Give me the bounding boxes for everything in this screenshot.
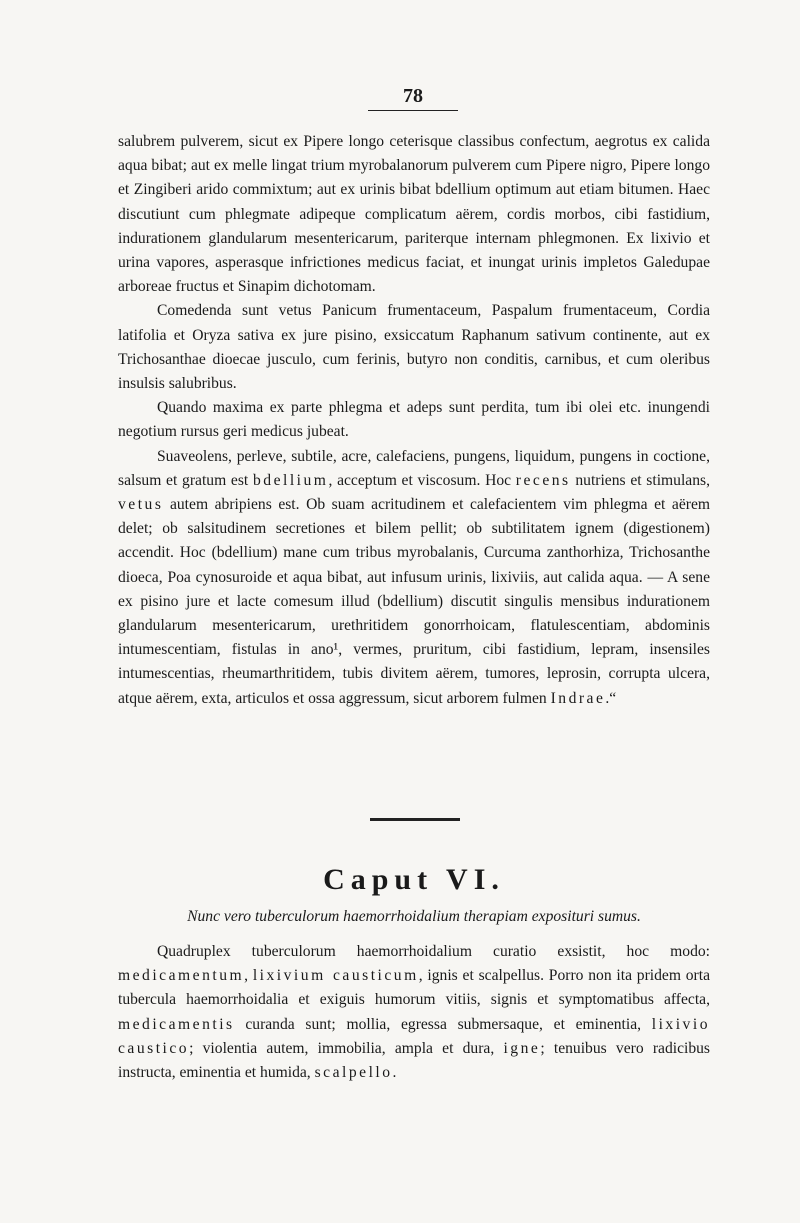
text-run: , [244, 967, 253, 985]
section-divider [370, 818, 460, 821]
paragraph [118, 940, 710, 1085]
spaced-term: Indrae [550, 689, 606, 707]
text-run: . [392, 1064, 397, 1082]
text-run: ; tenuibus vero radicibus instructa, eminentia et humida, [118, 1039, 710, 1082]
text-run: autem abripiens est. Ob suam acritudinem et calefacientem vim phlegma et aërem delet; ob salsitudinem secretiones et bilem pellit; ob subtilitatem ignem (digestionem) accendit. Hoc (bdellium) mane cum tribus myrobalanis, Curcuma zanthorhiza, Trichosanthe dioeca, Poa cynosuroide et aqua bibat, aut infusum urinis, lixiviis, aut calida aqua. — A sene ex pisino jure et lacte comesum illud (bdellium) discutit singulis mensibus indurationem glandularum mesentericarum, urethritidem gonorrhoicam, flatulescentiam, abdominis intumescentiam, fistulas in ano¹, vermes, pruritum, cibi fastidium, lepram, insensiles intumescentias, rheumarthritidem, tubis divitem aërem, tumores, leprosin, corrupta ulcera, atque aërem, exta, articulos et ossa aggressum, sicut arborem fulmen [118, 496, 710, 707]
text-run: Quadruplex tuberculorum haemorrhoidalium curatio exsistit, hoc modo: [157, 943, 710, 960]
spaced-term: medicamentum [118, 967, 245, 985]
paragraph [118, 130, 710, 299]
spaced-term: lixivium causticum [252, 967, 419, 985]
text-run: salubrem pulverem, sicut ex Pipere longo ceterisque classibus confectum, aegrotus ex calida aqua bibat; aut ex melle lingat trium myrobalanorum pulverem cum Pipere nigro, Pipere longo et Zingiberi arido commixtum; aut ex urinis bibat bdellium optimum aut etiam bitumen. Haec discutiunt cum phlegmate adipeque complicatum aërem, cordis morbos, cibi fastidium, indurationem glandularum mesentericarum, pariterque internam phlegmonen. Ex lixivio et urina vapores, asperasque infrictiones medicus faciat, et inungat urinis impletos Galedupae arboreae fructus et Sinapim dichotomam. [118, 133, 710, 296]
chapter-title: Caput VI. [323, 863, 505, 896]
text-run: .“ [605, 689, 617, 707]
spaced-term: vetus [118, 496, 164, 514]
body-text-bottom [118, 940, 710, 1085]
text-run: , acceptum et viscosum. Hoc [328, 471, 516, 489]
text-run: ; violentia autem, immobilia, ampla et dura, [189, 1039, 504, 1057]
spaced-term: recens [515, 471, 571, 489]
paragraph [118, 299, 710, 396]
spaced-term: lixivio caustico [118, 1015, 710, 1057]
text-run: Quando maxima ex parte phlegma et adeps sunt perdita, tum ibi olei etc. inungendi negotium rursus geri medicus jubeat. [118, 399, 710, 441]
spaced-term: medicamentis [118, 1015, 235, 1033]
text-run: Comedenda sunt vetus Panicum frumentaceum, Paspalum frumentaceum, Cordia latifolia et Oryza sativa ex jure pisino, exsiccatum Raphanum sativum continente, aut ex Trichosanthae dioecae jusculo, cum ferinis, butyro non conditis, carnibus, et cum oleribus insulsis salubribus. [118, 302, 710, 393]
spaced-term: bdellium [253, 471, 329, 489]
chapter-subtitle: Nunc vero tuberculorum haemorrhoidalium therapiam exposituri sumus. [187, 908, 641, 925]
text-run: curanda sunt; mollia, egressa submersaque, et eminentia, [234, 1015, 652, 1033]
paragraph [118, 445, 710, 711]
paragraph [118, 396, 710, 444]
body-text-top [118, 130, 710, 711]
text-run: Suaveolens, perleve, subtile, acre, calefaciens, pungens, liquidum, pungens in coctione, salsum et gratum est [118, 447, 710, 489]
spaced-term: igne [503, 1039, 541, 1057]
text-run: , ignis et scalpellus. Porro non ita pridem orta tubercula haemorrhoidalia et exiguis humorum vitiis, signis et symptomatibus affecta, [118, 967, 711, 1009]
page-number: 78 [368, 84, 458, 111]
spaced-term: scalpello [314, 1064, 393, 1082]
text-run: nutriens et stimulans, [570, 471, 710, 489]
